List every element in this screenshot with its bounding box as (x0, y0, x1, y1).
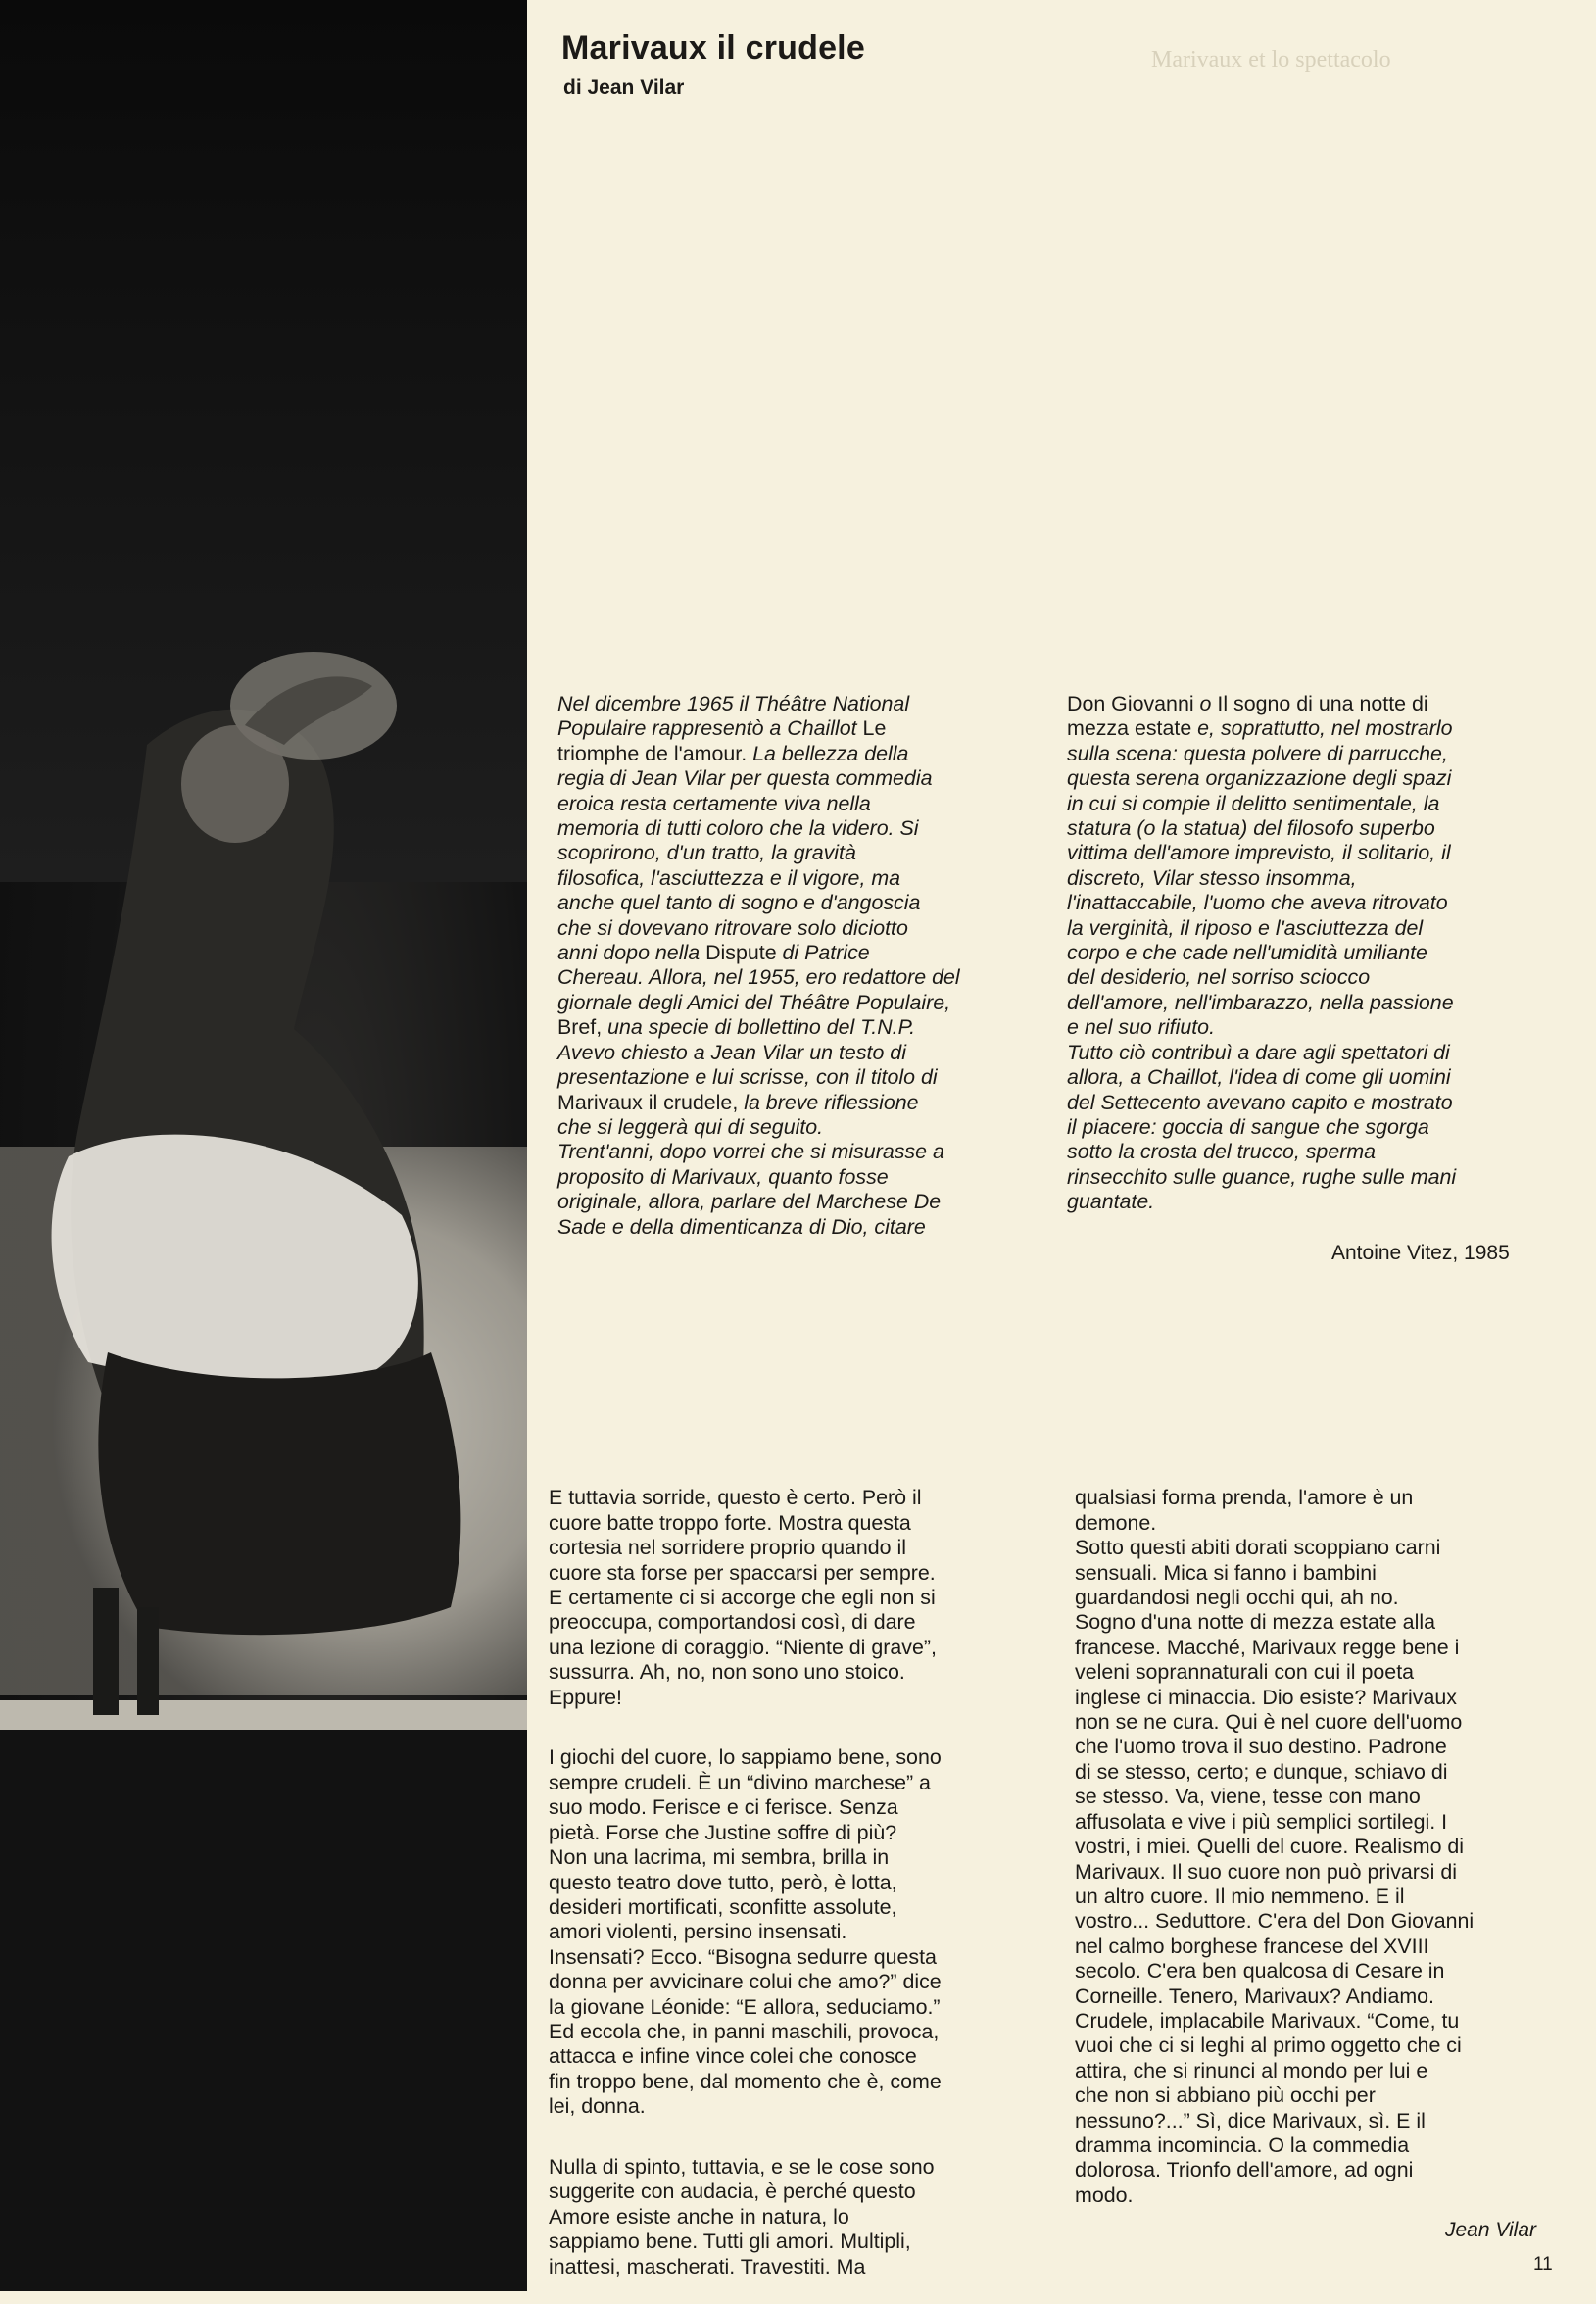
article-title: Marivaux il crudele (561, 29, 865, 67)
body-column-1 (549, 1461, 1058, 2304)
bleed-through-text: Marivaux et lo spettacolo (1151, 47, 1391, 73)
body-column-2 (1075, 1461, 1584, 2233)
title-reference: Dispute (705, 941, 777, 965)
page-number: 11 (1533, 2254, 1553, 2275)
title-reference: Marivaux il crudele, (557, 1090, 739, 1114)
intro-text: La bellezza della regia di Jean Vilar per questa commedia eroica resta certamente viva nella memoria di tutti coloro che la videro. Si scoprirono, d'un tratto, la gravità filosofica, l'asciuttezza e il vigore, ma anche quel tanto di sogno e d'angoscia che si dovevano ritrovare solo diciotto anni dopo nella (557, 741, 933, 965)
intro-text: la breve riflessione che si leggerà qui di seguito. Trent'anni, dopo vorrei che si misurasse a proposito di Marivaux, quanto fosse originale, allora, parlare del Marchese De Sade e della dimenticanza di Dio, citare (557, 1090, 944, 1239)
stage-photograph (0, 0, 527, 2291)
body-paragraph: Nulla di spinto, tuttavia, e se le cose sono suggerite con audacia, è perché questo Amore esiste anche in natura, lo sappiamo bene. Tutti gli amori. Multipli, inattesi, mascherati. Travestiti. Ma (549, 2154, 935, 2279)
article-byline: di Jean Vilar (563, 76, 685, 99)
intro-text: di Patrice Chereau. Allora, nel 1955, ero redattore del giornale degli Amici del Théâtre Populaire, (557, 941, 960, 1014)
intro-column-1 (557, 692, 1072, 1240)
title-reference: Le triomphe de l'amour. (557, 716, 887, 765)
body-paragraph: I giochi del cuore, lo sappiamo bene, sono sempre crudeli. È un “divino marchese” a suo modo. Ferisce e ci ferisce. Senza pietà. Forse che Justine soffre di più? Non una lacrima, mi sembra, brilla in questo teatro dove tutto, però, è lotta, desideri mortificati, sconfitte assolute, amori violenti, persino insensati. Insensati? Ecco. “Bisogna sedurre questa donna per avvicinare colui che amo?” dice la giovane Léonide: “E allora, seduciamo.” Ed eccola che, in panni maschili, provoca, attacca e infine vince colei che conosce fin troppo bene, dal momento che è, come lei, donna. (549, 1745, 942, 2119)
body-paragraph: qualsiasi forma prenda, l'amore è un demone. Sotto questi abiti dorati scoppiano carni sensuali. Mica si fanno i bambini guardandosi negli occhi qui, ah no. Sogno d'una notte di mezza estate alla francese. Macché, Marivaux regge bene i veleni soprannaturali con cui il poeta inglese ci minaccia. Dio esiste? Marivaux non se ne cura. Qui è nel cuore dell'uomo che l'uomo trova il suo destino. Padrone di se stesso, certo; e dunque, schiavo di se stesso. Va, viene, tesse con mano affusolata e vive i più semplici sortilegi. I vostri, i miei. Quelli del cuore. Realismo di Marivaux. Il suo cuore non può privarsi di un altro cuore. Il mio nemmeno. E il vostro... Seduttore. C'era del Don Giovanni nel calmo borghese francese del XVIII secolo. C'era ben qualcosa di Cesare in Corneille. Tenero, Marivaux? Andiamo. Crudele, implacabile Marivaux. “Come, tu vuoi che ci si leghi al primo oggetto che ci attira, che si rinunci al mondo per lui e che non si abbiano più occhi per nessuno?...” Sì, dice Marivaux, sì. E il dramma incomincia. O la commedia dolorosa. Trionfo dell'amore, ad ogni modo. (1075, 1486, 1475, 2207)
intro-text: Nel dicembre 1965 il Théâtre National Populaire rappresentò a Chaillot (557, 692, 910, 741)
title-reference: Il sogno di una notte di mezza estate (1067, 692, 1428, 741)
title-reference: Don Giovanni (1067, 692, 1194, 715)
title-reference: Bref, (557, 1015, 603, 1040)
intro-text: e, soprattutto, nel mostrarlo sulla scena: questa polvere di parrucche, questa serena organizzazione degli spazi in cui si compie il delitto sentimentale, la statura (o la statua) del filosofo superbo vittima dell'amore imprevisto, il solitario, il discreto, Vilar stesso insomma, l'inattaccabile, l'uomo che aveva ritrovato la verginità, il riposo e l'asciuttezza del corpo e che cade nell'umidità umiliante del desiderio, nel sorriso sciocco dell'amore, nell'imbarazzo, nella passione e nel suo rifiuto. Tutto ciò contribuì a dare agli spettatori di allora, a Chaillot, l'idea di come gli uomini del Settecento avevano capito e mostrato il piacere: goccia di sangue che sgorga sotto la crosta del trucco, sperma rinsecchito sulle guance, rughe sulle mani guantate. (1067, 716, 1457, 1214)
intro-column-2 (1067, 692, 1576, 1215)
body-signature: Jean Vilar (1445, 2219, 1537, 2241)
body-paragraph: E tuttavia sorride, questo è certo. Però il cuore batte troppo forte. Mostra questa cortesia nel sorridere proprio quando il cuore sta forse per spaccarsi per sempre. E certamente ci si accorge che egli non si preoccupa, comportandosi così, di dare una lezione di coraggio. “Niente di grave”, sussurra. Ah, no, non sono uno stoico. Eppure! (549, 1486, 937, 1709)
intro-signature: Antoine Vitez, 1985 (1331, 1242, 1510, 1264)
intro-text: o (1193, 692, 1218, 715)
intro-text: una specie di bollettino del T.N.P. Avevo chiesto a Jean Vilar un testo di presentazione e lui scrisse, con il titolo di (557, 1015, 938, 1090)
